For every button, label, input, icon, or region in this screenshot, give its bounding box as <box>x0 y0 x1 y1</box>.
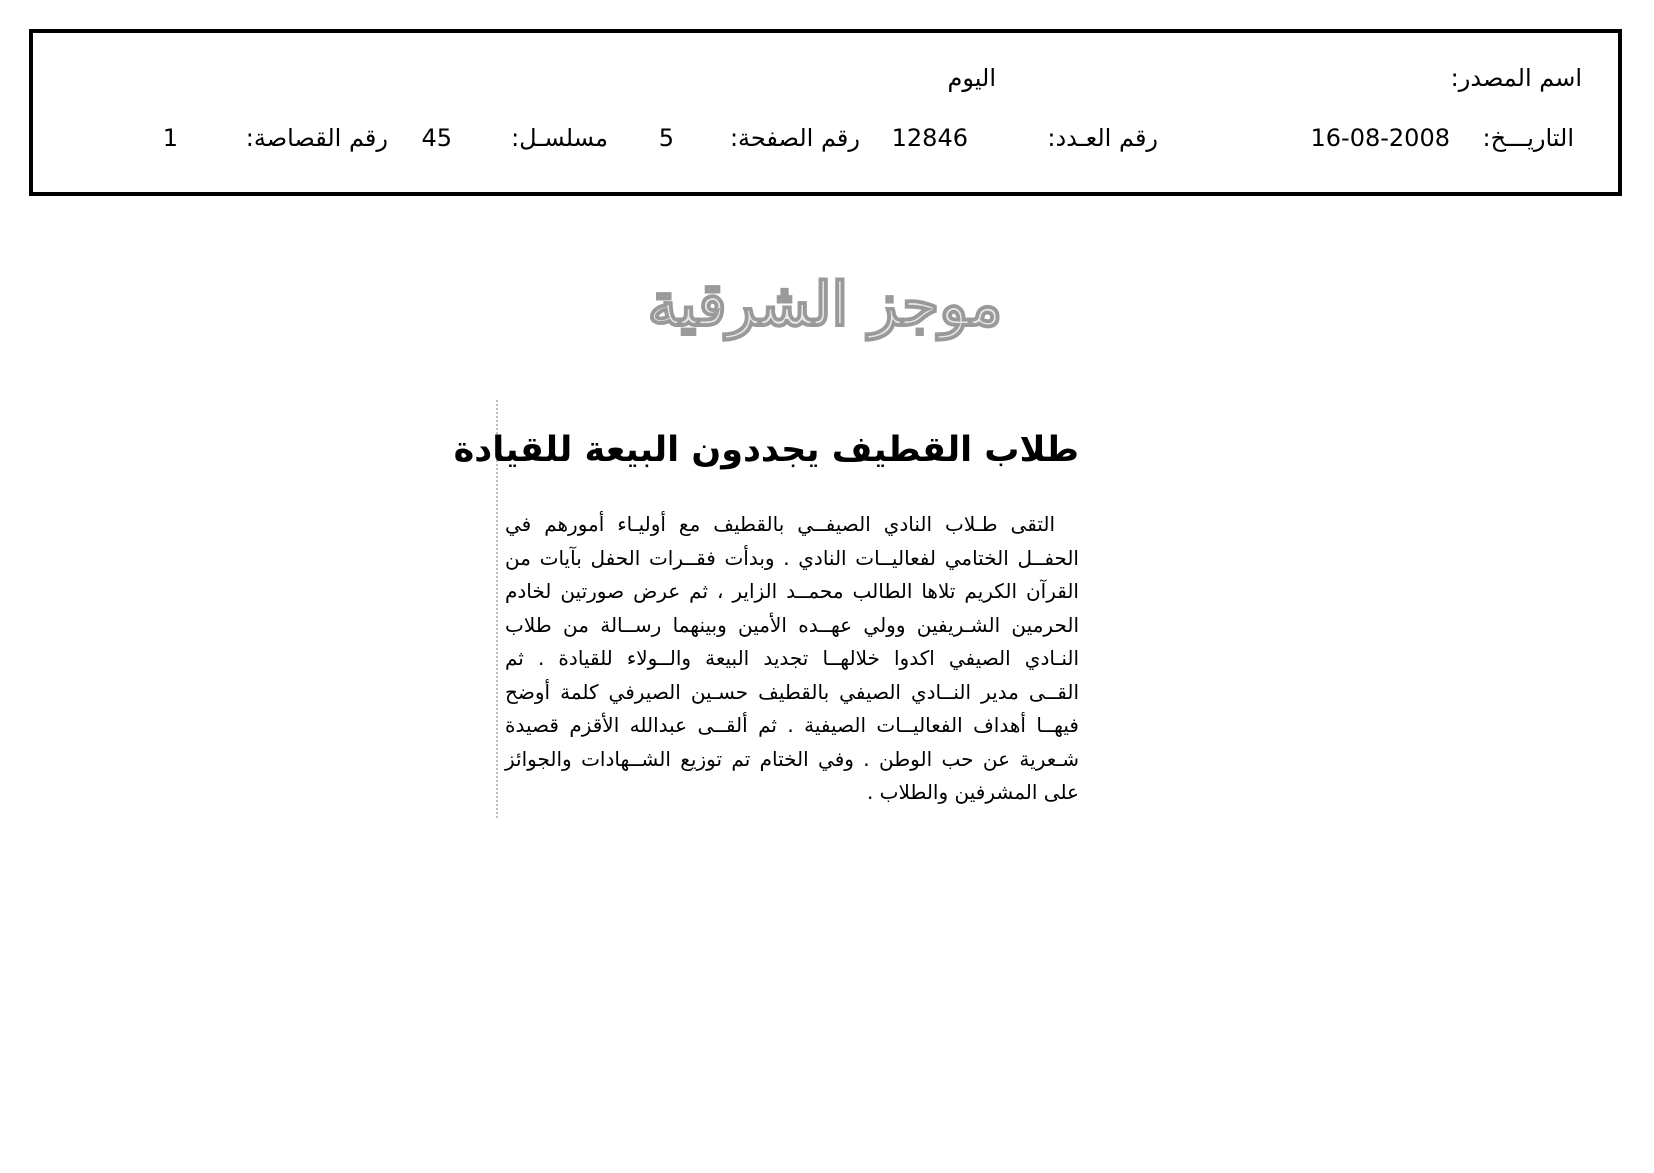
serial-label: مسلسـل: <box>511 124 608 152</box>
serial-value: 45 <box>421 124 452 152</box>
article-line: فيهــا أهداف الفعاليــات الصيفية . ثم ألقــى عبدالله الأقزم قصيدة <box>505 713 1079 737</box>
article-line: على المشرفين والطلاب . <box>866 780 1079 804</box>
article-title: طلاب القطيف يجددون البيعة للقيادة <box>453 430 1079 470</box>
issue-label: رقم العـدد: <box>1047 124 1158 152</box>
article-line: القرآن الكريم تلاها الطالب محمــد الزاير ، ثم عرض صورتين لخادم <box>505 579 1079 603</box>
source-value: اليوم <box>947 64 996 92</box>
newspaper-section-masthead <box>640 265 1010 345</box>
article-body <box>505 508 1079 810</box>
page-label: رقم الصفحة: <box>729 124 860 152</box>
article-line: الحفــل الختامي لفعاليــات النادي . وبدأت فقــرات الحفل بآيات من <box>505 545 1079 570</box>
article-line: الحرمين الشـريفين وولي عهــده الأمين وبينهما رســالة من طلاب <box>505 612 1079 637</box>
clip-label: رقم القصاصة: <box>245 124 388 152</box>
date-label: التاريـــخ: <box>1482 124 1574 152</box>
source-label: اسم المصدر: <box>1450 64 1582 92</box>
article-line: التقى طـلاب النادي الصيفــي بالقطيف مع أوليـاء أمورهم في <box>505 512 1055 536</box>
date-value: 16-08-2008 <box>1310 124 1450 152</box>
clip-value: 1 <box>162 124 178 152</box>
article-line: النـادي الصيفي اكدوا خلالهــا تجديد البيعة والــولاء للقيادة . ثم <box>505 646 1079 670</box>
article-line: القــى مدير النــادي الصيفي بالقطيف حسـين الصيرفي كلمة أوضح <box>505 679 1079 704</box>
metadata-box <box>29 29 1622 196</box>
page-value: 5 <box>658 124 674 152</box>
masthead-text: موجز الشرقية <box>647 270 1003 340</box>
issue-value: 12846 <box>891 124 968 152</box>
article-line: شـعرية عن حب الوطن . وفي الختام تم توزيع الشــهادات والجوائز <box>505 746 1079 771</box>
